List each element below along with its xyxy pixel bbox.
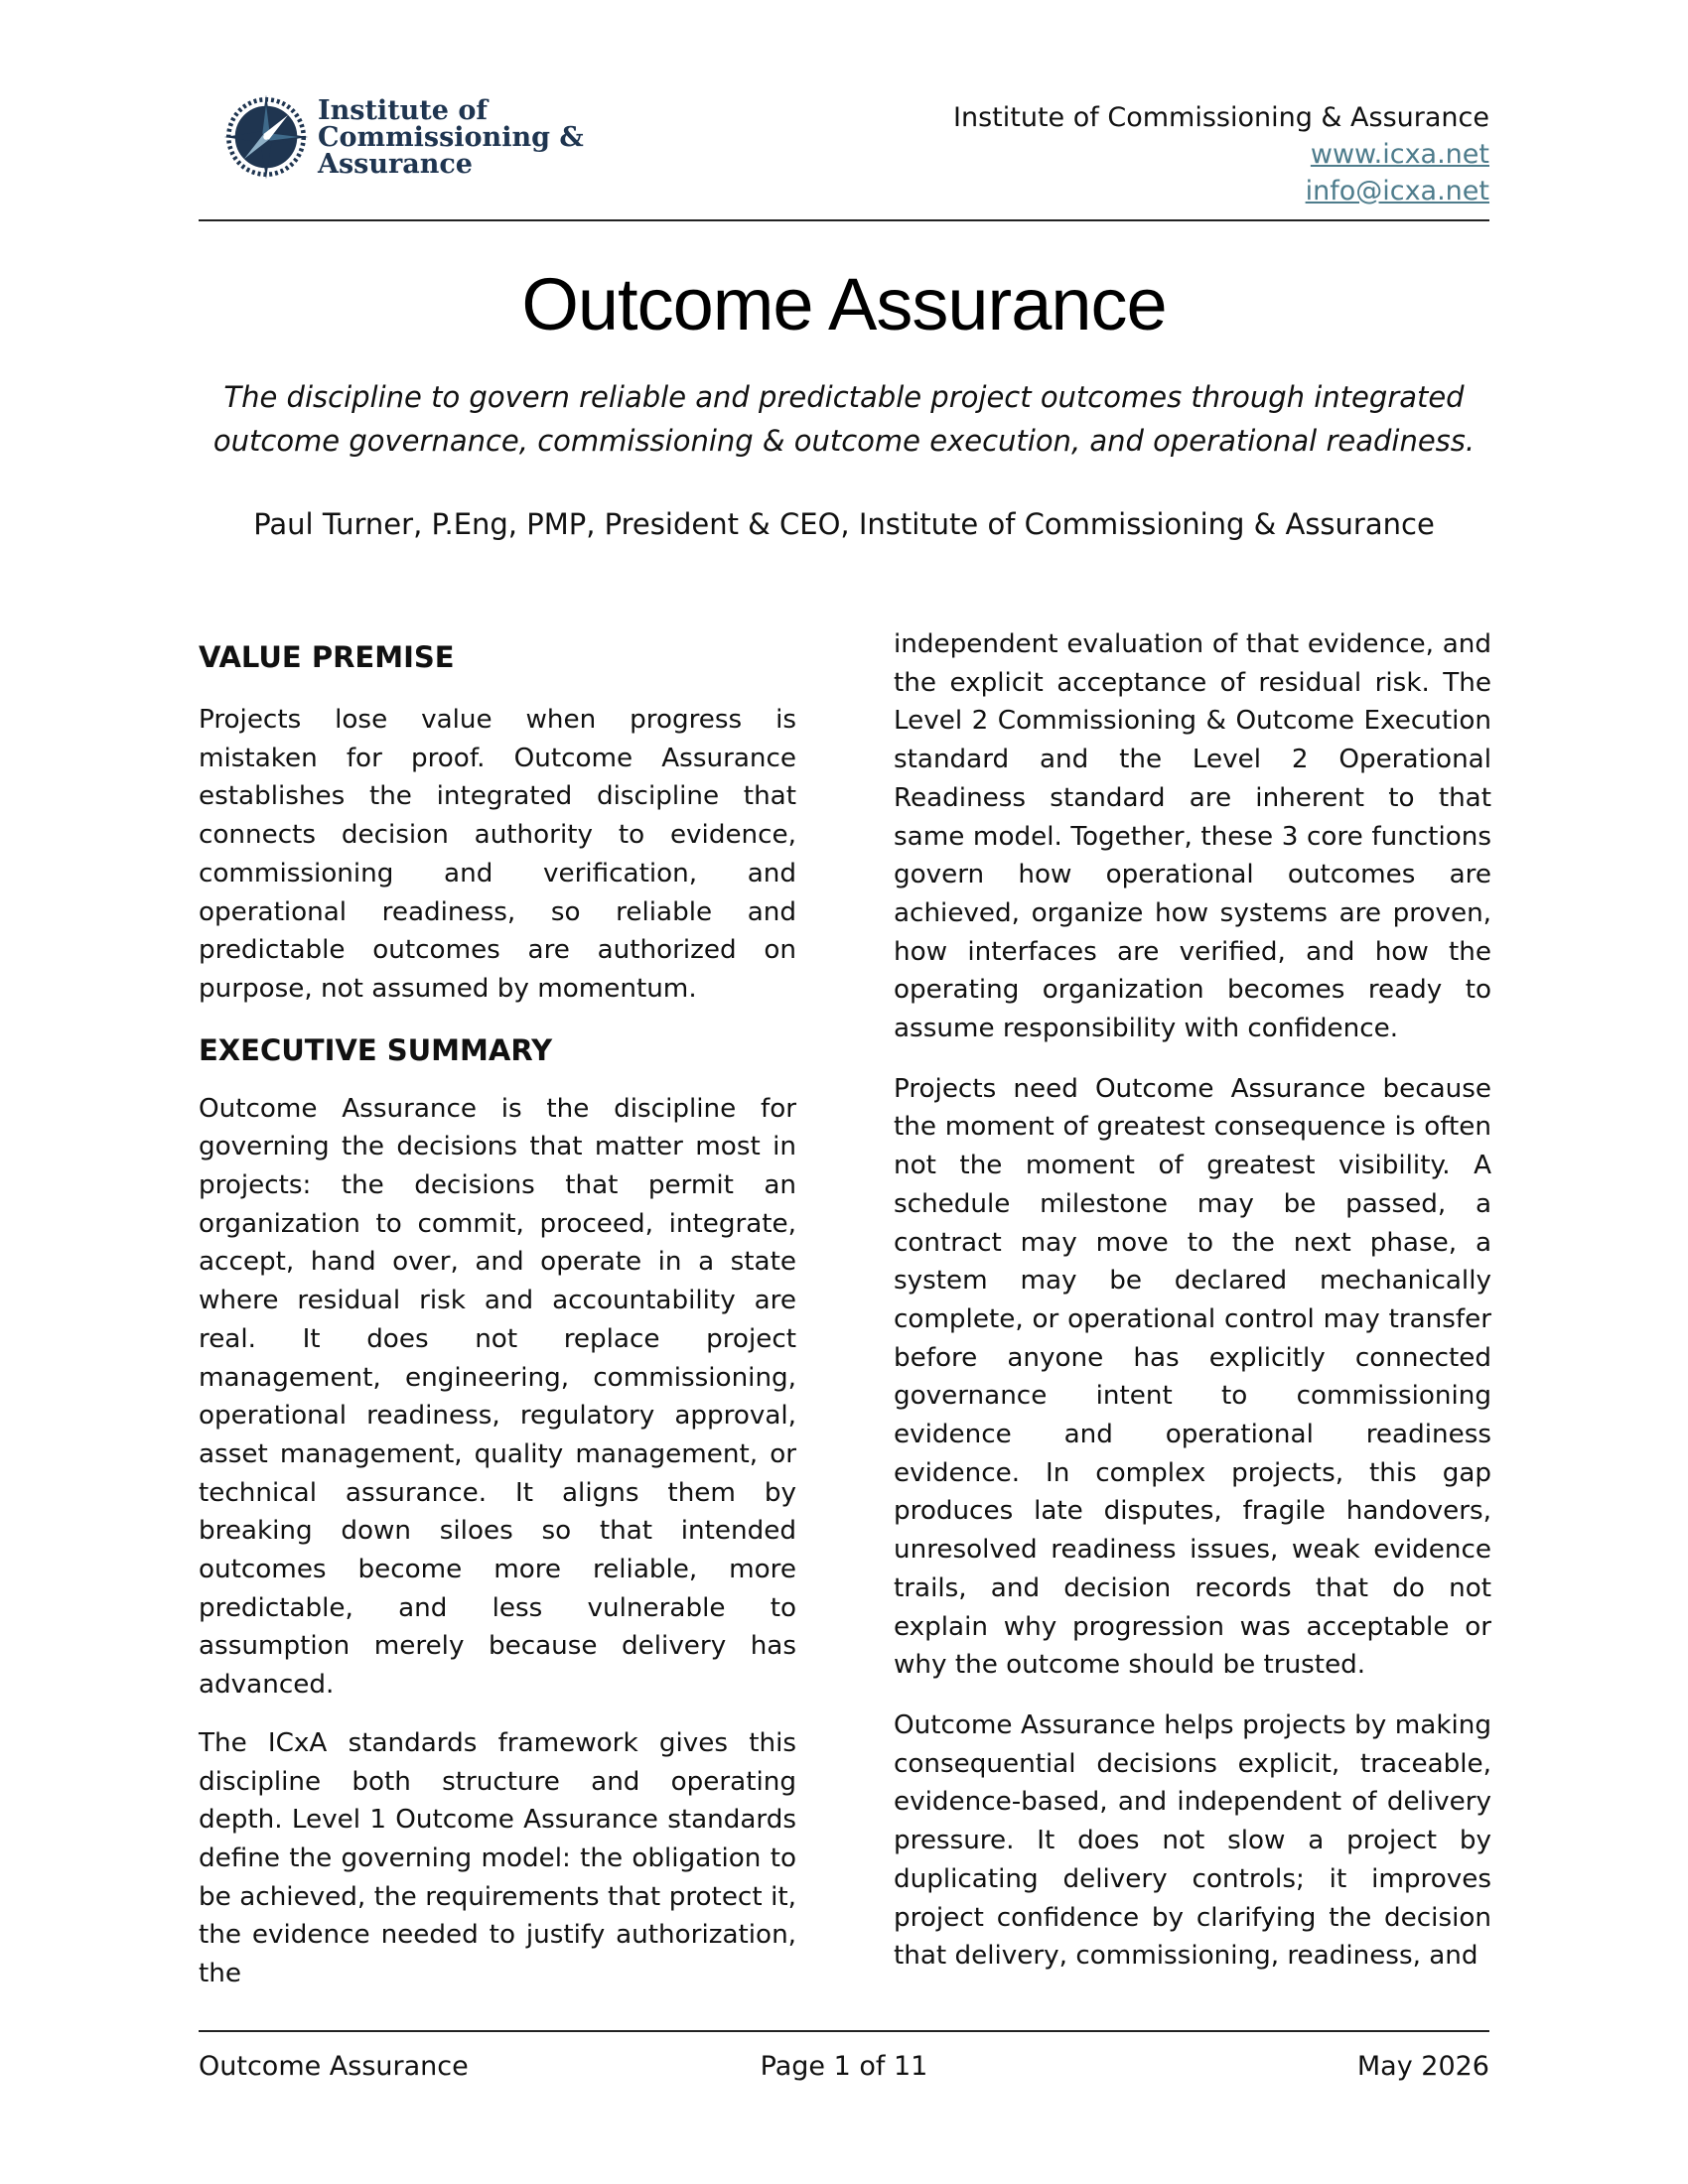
header-divider: [199, 219, 1489, 221]
executive-summary-paragraph-3: Projects need Outcome Assurance because the moment of greatest consequence is often not the moment of greatest visibility. A schedule milestone may be passed, a contract may move to the next phase, a system may be declared mechanically complete, or operational control may transfer before anyone has explicitly connected governance intent to commissioning evidence and operational readiness evidence. In complex projects, this gap produces late disputes, fragile handovers, unresolved readiness issues, weak evidence trails, and decision records that do not explain why progression was acceptable or why the outcome should be trusted.: [894, 1073, 1491, 1681]
footer-date: May 2026: [1356, 2051, 1489, 2082]
footer-divider: [199, 2030, 1489, 2032]
logo-text-line: Commissioning &: [318, 121, 584, 153]
left-column: [199, 631, 796, 1993]
logo-wordmark: [318, 94, 584, 180]
executive-summary-paragraph-4: Outcome Assurance helps projects by making consequential decisions explicit, traceable, evidence-based, and independent of delivery pressure. It does not slow a project by duplicating delivery controls; it improves project confidence by clarifying the decision that delivery, commissioning, readiness, and: [894, 1709, 1491, 1972]
executive-summary-paragraph-2-start: The ICxA standards framework gives this discipline both structure and operating depth. Level 1 Outcome Assurance standards define the governing model: the obligation to be achieved, the requirements that protect it, the evidence needed to justify authorization, the: [199, 1727, 796, 1989]
icxa-logo: [220, 89, 584, 185]
document-subtitle: The discipline to govern reliable and predictable project outcomes through integrated outcome governance, commissioning & outcome execution, and operational readiness.: [212, 380, 1476, 458]
value-premise-paragraph: Projects lose value when progress is mistaken for proof. Outcome Assurance establishes the integrated discipline that connects decision authority to evidence, commissioning and verification, and operational readiness, so reliable and predictable outcomes are authorized on purpose, not assumed by momentum.: [199, 705, 796, 1004]
section-heading-executive-summary: EXECUTIVE SUMMARY: [199, 1032, 553, 1067]
footer-page-number: Page 1 of 11: [760, 2051, 928, 2082]
section-heading-value-premise: VALUE PREMISE: [199, 640, 455, 674]
logo-text-line: Assurance: [318, 148, 473, 180]
header-org-name: Institute of Commissioning & Assurance: [953, 102, 1489, 133]
right-column: [894, 631, 1491, 1997]
email-link[interactable]: info@icxa.net: [1305, 176, 1489, 206]
document-title: Outcome Assurance: [521, 263, 1167, 345]
website-link[interactable]: www.icxa.net: [1310, 139, 1489, 170]
compass-star-icon: [220, 91, 312, 183]
header-contact: [953, 99, 1489, 209]
executive-summary-paragraph-1: Outcome Assurance is the discipline for governing the decisions that matter most in projects: the decisions that permit an organization to commit, proceed, integrate, accept, hand over, and operate in a state where residual risk and accountability are real. It does not replace project management, engineering, commissioning, operational readiness, regulatory approval, asset management, quality management, or technical assurance. It aligns them by breaking down siloes so that intended outcomes become more reliable, more predictable, and less vulnerable to assumption merely because delivery has advanced.: [199, 1093, 796, 1701]
footer-document-name: Outcome Assurance: [199, 2051, 469, 2082]
logo-text-line: Institute of: [318, 94, 488, 126]
executive-summary-paragraph-2-end: independent evaluation of that evidence, and the explicit acceptance of residual risk. The Level 2 Commissioning & Outcome Execution standard and the Level 2 Operational Readiness standard are inherent to that same model. Together, these 3 core functions govern how operational outcomes are achieved, organize how systems are proven, how interfaces are verified, and how the operating organization becomes ready to assume responsibility with confidence.: [894, 629, 1491, 1044]
document-author: Paul Turner, P.Eng, PMP, President & CEO, Institute of Commissioning & Assurance: [253, 507, 1435, 541]
